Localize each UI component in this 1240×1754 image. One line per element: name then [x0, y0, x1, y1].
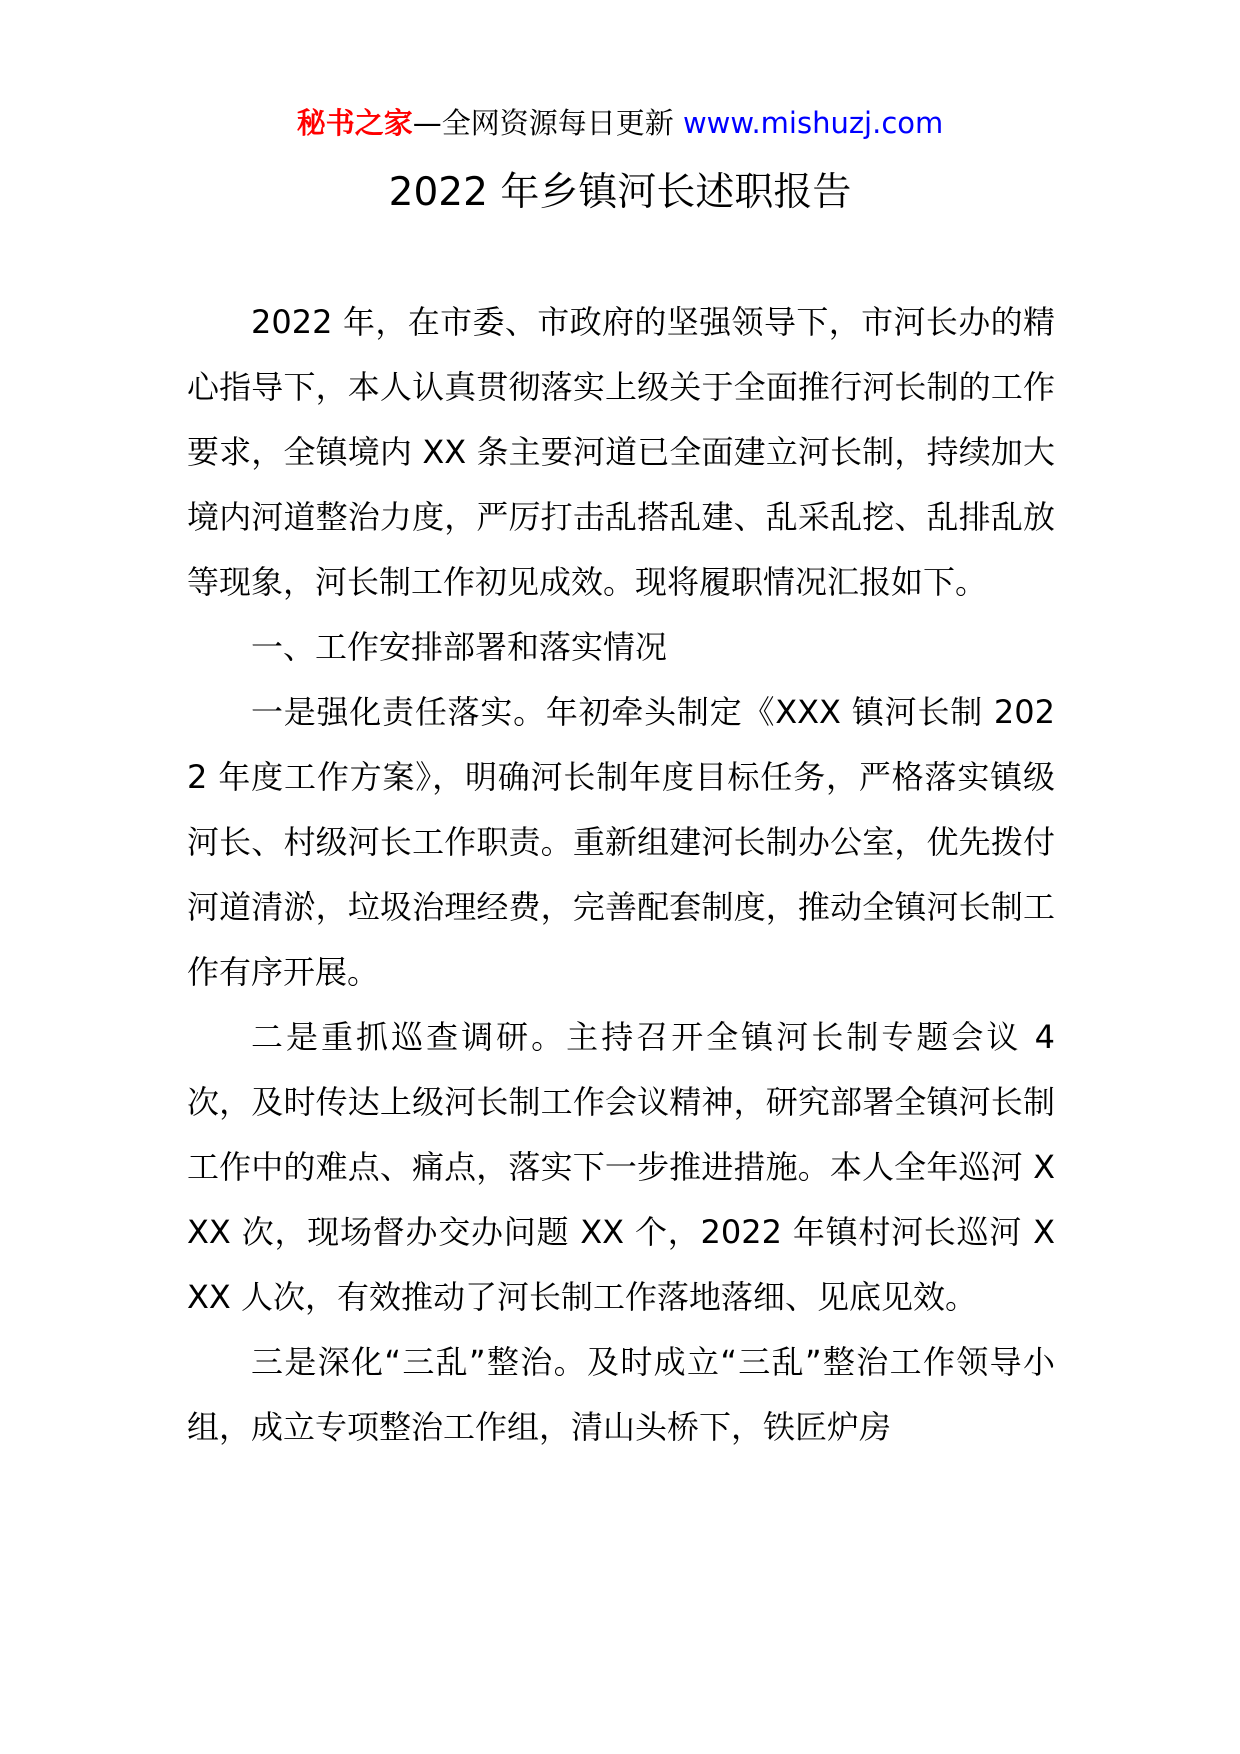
paragraph-item-1: 一是强化责任落实。年初牵头制定《XXX 镇河长制 2022 年度工作方案》，明确河长制年度目标任务，严格落实镇级河长、村级河长工作职责。重新组建河长制办公室，优先拨付河道清淤，垃圾治理经费，完善配套制度，推动全镇河长制工作有序开展。	[187, 693, 1055, 991]
paragraph-item-3: 三是深化“三乱”整治。及时成立“三乱”整治工作领导小组，成立专项整治工作组，清山头桥下，铁匠炉房	[187, 1343, 1055, 1446]
site-header	[0, 103, 1240, 143]
document-body	[187, 290, 1055, 1460]
site-url-link[interactable]: www.mishuzj.com	[682, 106, 944, 140]
paragraph-intro: 2022 年，在市委、市政府的坚强领导下，市河长办的精心指导下，本人认真贯彻落实上级关于全面推行河长制的工作要求，全镇境内 XX 条主要河道已全面建立河长制，持续加大境内河道整治力度，严厉打击乱搭乱建、乱采乱挖、乱排乱放等现象，河长制工作初见成效。现将履职情况汇报如下。	[187, 303, 1055, 601]
paragraph-item-2: 二是重抓巡查调研。主持召开全镇河长制专题会议 4 次，及时传达上级河长制工作会议精神，研究部署全镇河长制工作中的难点、痛点，落实下一步推进措施。本人全年巡河 XXX 次，现场督办交办问题 XX 个，2022 年镇村河长巡河 XXX 人次，有效推动了河长制工作落地落细、见底见效。	[187, 1018, 1055, 1316]
section-heading: 一、工作安排部署和落实情况	[251, 628, 668, 666]
document-title: 2022 年乡镇河长述职报告	[388, 170, 852, 215]
header-slogan: —全网资源每日更新	[412, 106, 683, 140]
brand-name: 秘书之家	[296, 106, 413, 140]
